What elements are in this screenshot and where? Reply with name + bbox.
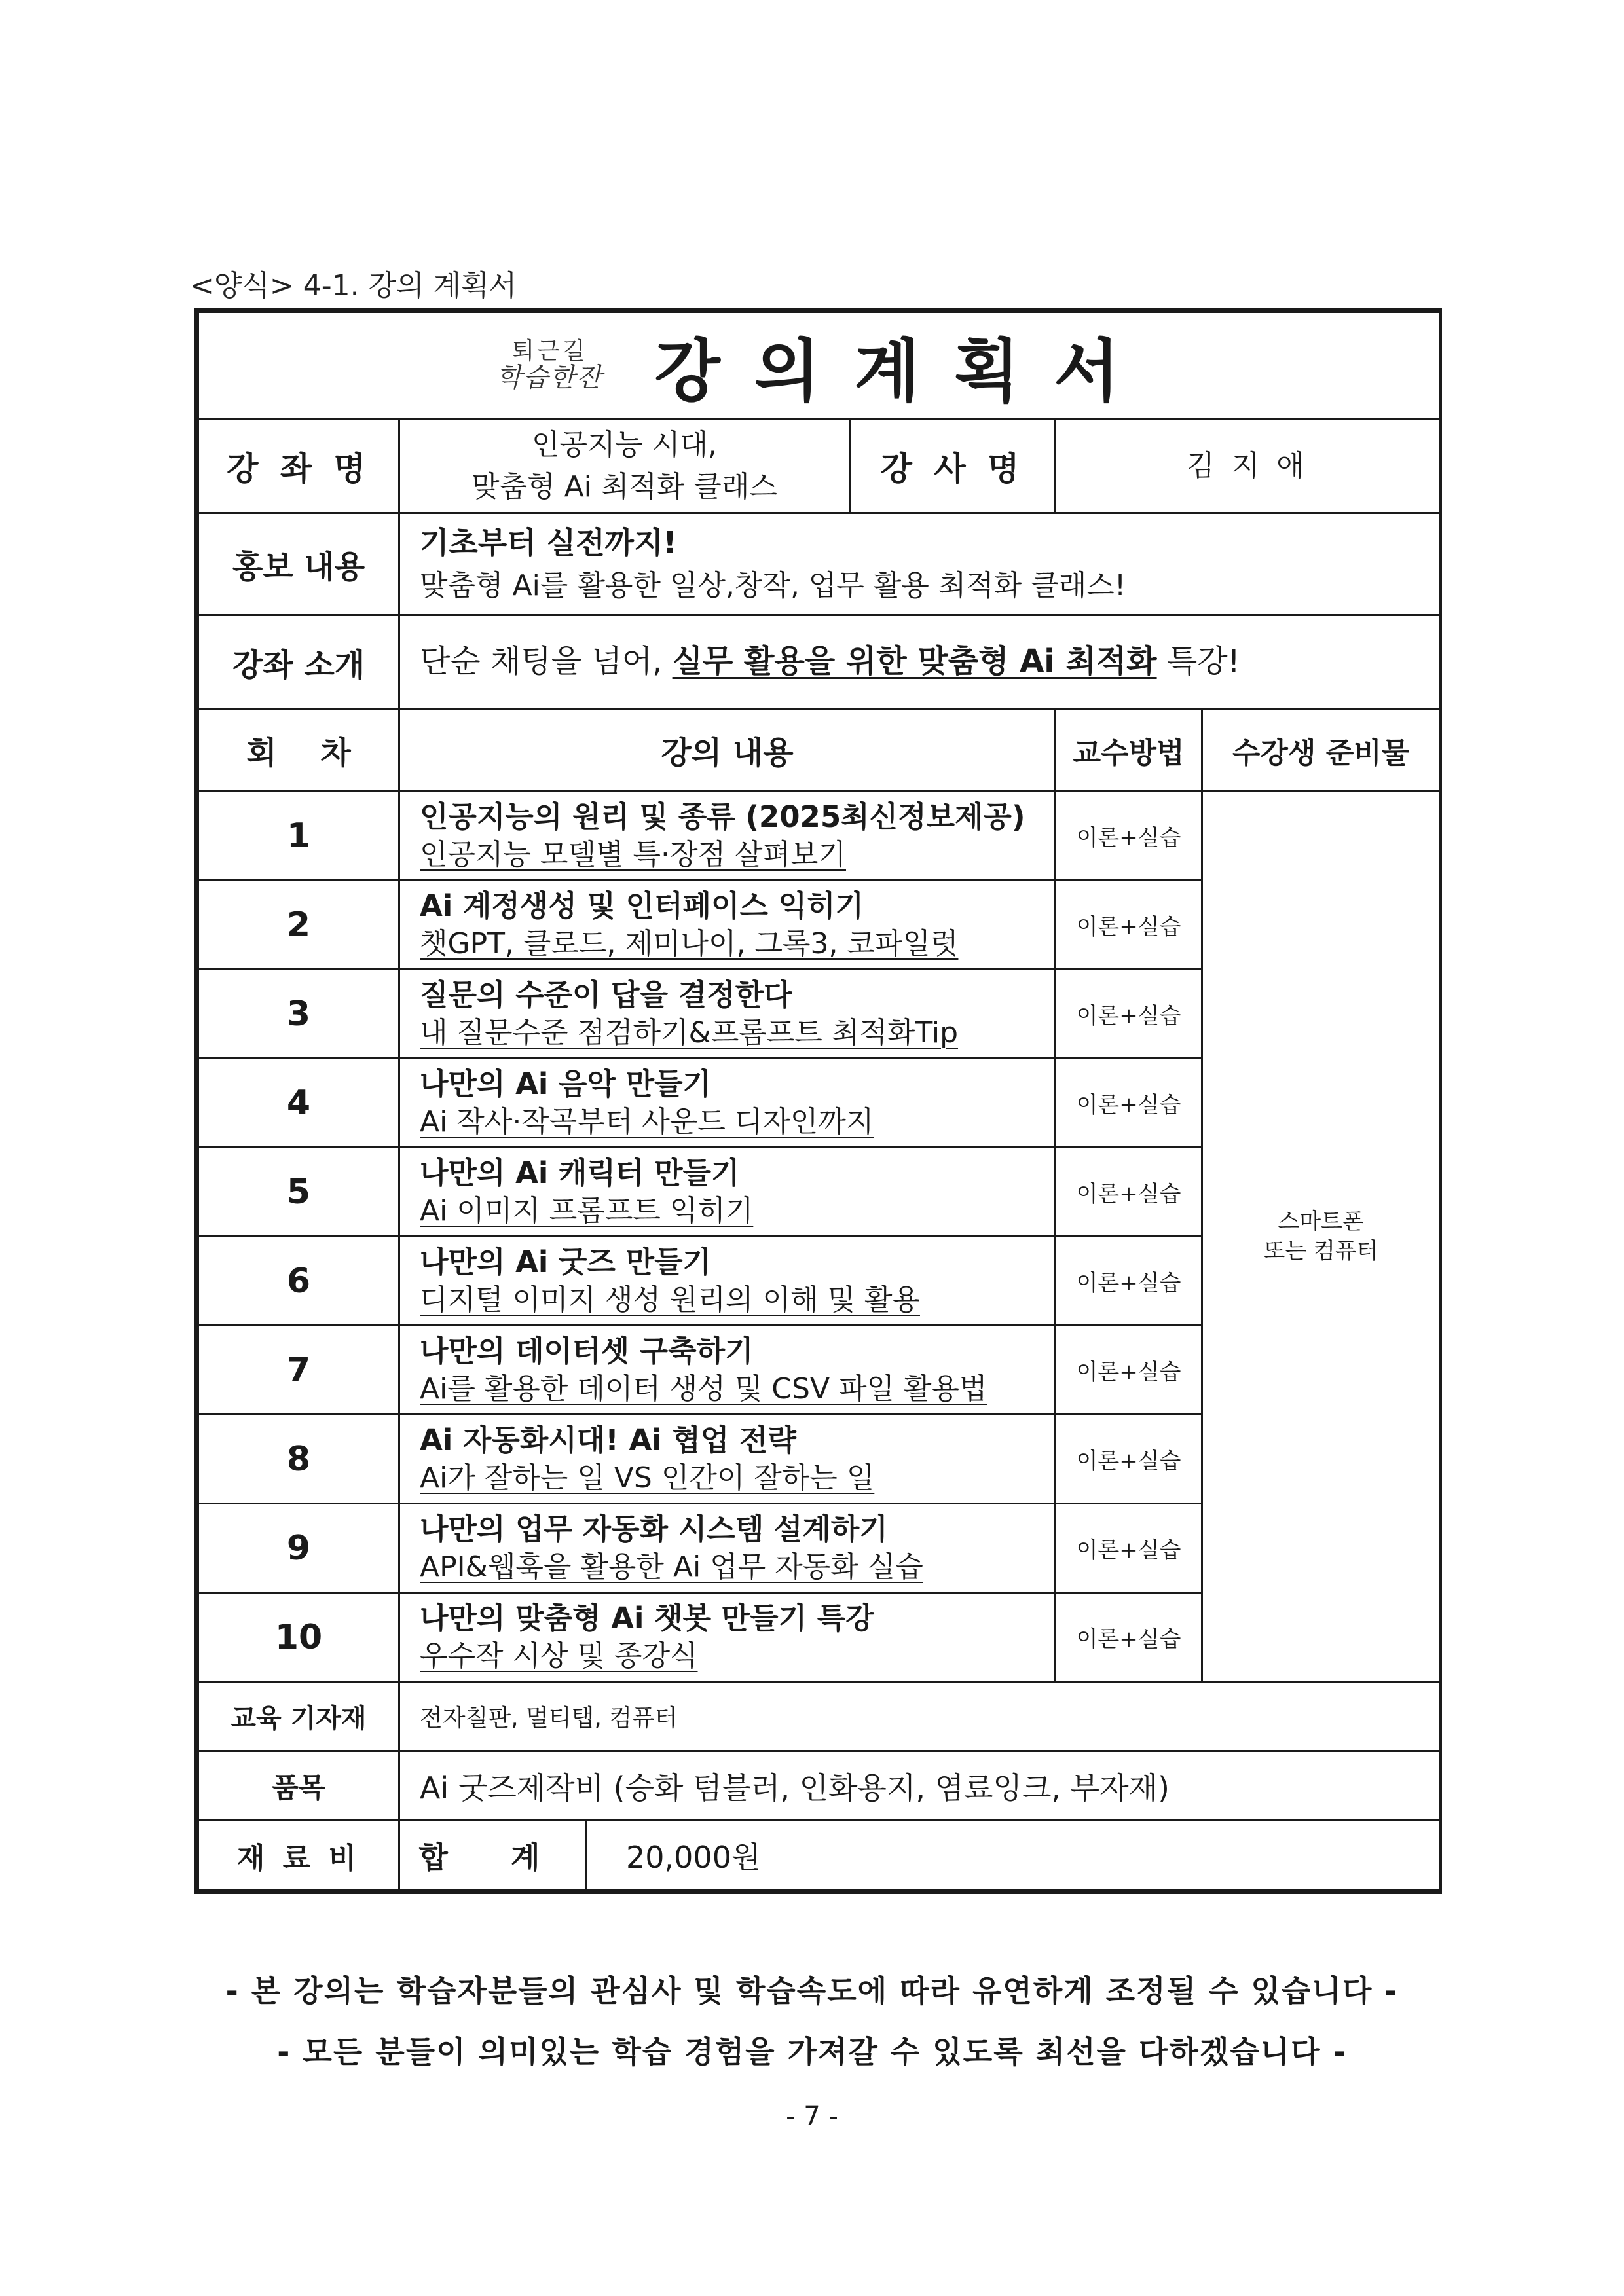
session-number: 10 bbox=[198, 1593, 399, 1682]
prep-materials bbox=[1202, 792, 1440, 1682]
session-content bbox=[399, 1148, 1056, 1237]
intro-post: 특강! bbox=[1156, 643, 1240, 680]
logo-line2: 학습한잔 bbox=[496, 362, 603, 393]
session-desc: 우수작 시상 및 종강식 bbox=[420, 1639, 698, 1673]
session-method: 이론+실습 bbox=[1056, 792, 1202, 881]
session-number: 9 bbox=[198, 1504, 399, 1593]
session-content bbox=[399, 1326, 1056, 1415]
prep-col-header: 수강생 준비물 bbox=[1202, 709, 1440, 792]
intro-emphasis: 실무 활용을 위한 맞춤형 Ai 최적화 bbox=[672, 643, 1157, 680]
session-number: 6 bbox=[198, 1237, 399, 1326]
session-desc: 인공지능 모델별 특·장점 살펴보기 bbox=[420, 838, 846, 872]
prep-line1: 스마트폰 bbox=[1278, 1209, 1364, 1235]
session-title: Ai 계정생성 및 인터페이스 익히기 bbox=[420, 888, 864, 923]
promo-label: 홍보 내용 bbox=[198, 513, 399, 615]
session-col-header: 회 차 bbox=[198, 709, 399, 792]
lecture-plan-table bbox=[197, 311, 1441, 1891]
course-name-label: 강 좌 명 bbox=[198, 419, 399, 513]
session-method: 이론+실습 bbox=[1056, 1326, 1202, 1415]
session-method: 이론+실습 bbox=[1056, 1148, 1202, 1237]
session-title: 나만의 Ai 캐릭터 만들기 bbox=[420, 1155, 740, 1190]
session-method: 이론+실습 bbox=[1056, 1504, 1202, 1593]
session-content bbox=[399, 1237, 1056, 1326]
session-number: 2 bbox=[198, 881, 399, 970]
session-title: 나만의 맞춤형 Ai 챗봇 만들기 특강 bbox=[420, 1600, 874, 1635]
session-content bbox=[399, 1593, 1056, 1682]
session-title: 질문의 수준이 답을 결정한다 bbox=[420, 977, 792, 1012]
session-number: 5 bbox=[198, 1148, 399, 1237]
session-desc: Ai 작사·작곡부터 사운드 디자인까지 bbox=[420, 1105, 874, 1139]
session-desc: API&웹훅을 활용한 Ai 업무 자동화 실습 bbox=[420, 1550, 923, 1584]
course-name-line2: 맞춤형 Ai 최적화 클래스 bbox=[471, 469, 777, 503]
session-row bbox=[198, 792, 1440, 881]
session-content bbox=[399, 792, 1056, 881]
title-row bbox=[198, 312, 1440, 419]
session-method: 이론+실습 bbox=[1056, 1593, 1202, 1682]
session-desc: 디지털 이미지 생성 원리의 이해 및 활용 bbox=[420, 1283, 920, 1317]
prep-line2: 또는 컴퓨터 bbox=[1263, 1237, 1378, 1264]
session-method: 이론+실습 bbox=[1056, 1415, 1202, 1504]
session-method: 이론+실습 bbox=[1056, 970, 1202, 1059]
session-number: 3 bbox=[198, 970, 399, 1059]
method-col-header: 교수방법 bbox=[1056, 709, 1202, 792]
session-number: 4 bbox=[198, 1059, 399, 1148]
lecture-plan-sheet bbox=[194, 308, 1442, 1894]
intro-label: 강좌 소개 bbox=[198, 615, 399, 709]
intro-pre: 단순 채팅을 넘어, bbox=[420, 643, 673, 680]
content-col-header: 강의 내용 bbox=[399, 709, 1056, 792]
session-title: 나만의 업무 자동화 시스템 설계하기 bbox=[420, 1511, 888, 1546]
course-name-line1: 인공지능 시대, bbox=[532, 428, 717, 462]
session-desc: Ai가 잘하는 일 VS 인간이 잘하는 일 bbox=[420, 1461, 875, 1495]
promo-line2: 맞춤형 Ai를 활용한 일상,창작, 업무 활용 최적화 클래스! bbox=[420, 568, 1126, 602]
promo-value bbox=[399, 513, 1440, 615]
session-title: Ai 자동화시대! Ai 협업 전략 bbox=[420, 1422, 796, 1457]
items-label: 품목 bbox=[198, 1751, 399, 1821]
sum-label: 합 계 bbox=[399, 1821, 586, 1890]
session-content bbox=[399, 1504, 1056, 1593]
session-content bbox=[399, 1415, 1056, 1504]
session-title: 나만의 데이터셋 구축하기 bbox=[420, 1333, 754, 1368]
session-title: 나만의 Ai 음악 만들기 bbox=[420, 1066, 712, 1101]
equipment-value: 전자칠판, 멀티탭, 컴퓨터 bbox=[399, 1682, 1440, 1751]
session-desc: 챗GPT, 클로드, 제미나이, 그록3, 코파일럿 bbox=[420, 927, 959, 961]
session-content bbox=[399, 970, 1056, 1059]
footer-note-1: - 본 강의는 학습자분들의 관심사 및 학습속도에 따라 유연하게 조정될 수 있습니다 - bbox=[225, 1973, 1399, 2009]
brand-logo bbox=[484, 333, 615, 398]
session-method: 이론+실습 bbox=[1056, 1237, 1202, 1326]
session-desc: Ai 이미지 프롬프트 익히기 bbox=[420, 1194, 754, 1228]
session-number: 7 bbox=[198, 1326, 399, 1415]
course-name-value bbox=[399, 419, 850, 513]
material-cost-label: 재 료 비 bbox=[198, 1821, 399, 1890]
promo-line1: 기초부터 실전까지! bbox=[420, 525, 677, 561]
logo-line1: 퇴근길 bbox=[511, 338, 588, 365]
footer-note-2: - 모든 분들이 의미있는 학습 경험을 가져갈 수 있도록 최선을 다하겠습니다 - bbox=[277, 2034, 1347, 2069]
sum-value: 20,000원 bbox=[586, 1821, 1440, 1890]
session-desc: Ai를 활용한 데이터 생성 및 CSV 파일 활용법 bbox=[420, 1372, 987, 1406]
items-value: Ai 굿즈제작비 (승화 텀블러, 인화용지, 염료잉크, 부자재) bbox=[399, 1751, 1440, 1821]
page-number: - 7 - bbox=[786, 2102, 838, 2132]
form-label: <양식> 4-1. 강의 계획서 bbox=[190, 269, 517, 302]
session-desc: 내 질문수준 점검하기&프롬프트 최적화Tip bbox=[420, 1016, 959, 1050]
document-title: 강의계획서 bbox=[654, 331, 1154, 411]
instructor-name: 김 지 애 bbox=[1056, 419, 1440, 513]
session-content bbox=[399, 881, 1056, 970]
session-method: 이론+실습 bbox=[1056, 1059, 1202, 1148]
session-number: 1 bbox=[198, 792, 399, 881]
session-title: 나만의 Ai 굿즈 만들기 bbox=[420, 1244, 712, 1279]
equipment-label: 교육 기자재 bbox=[198, 1682, 399, 1751]
instructor-label: 강 사 명 bbox=[850, 419, 1056, 513]
session-title: 인공지능의 원리 및 종류 (2025최신정보제공) bbox=[420, 799, 1025, 834]
session-number: 8 bbox=[198, 1415, 399, 1504]
intro-value bbox=[399, 615, 1440, 709]
session-method: 이론+실습 bbox=[1056, 881, 1202, 970]
session-content bbox=[399, 1059, 1056, 1148]
